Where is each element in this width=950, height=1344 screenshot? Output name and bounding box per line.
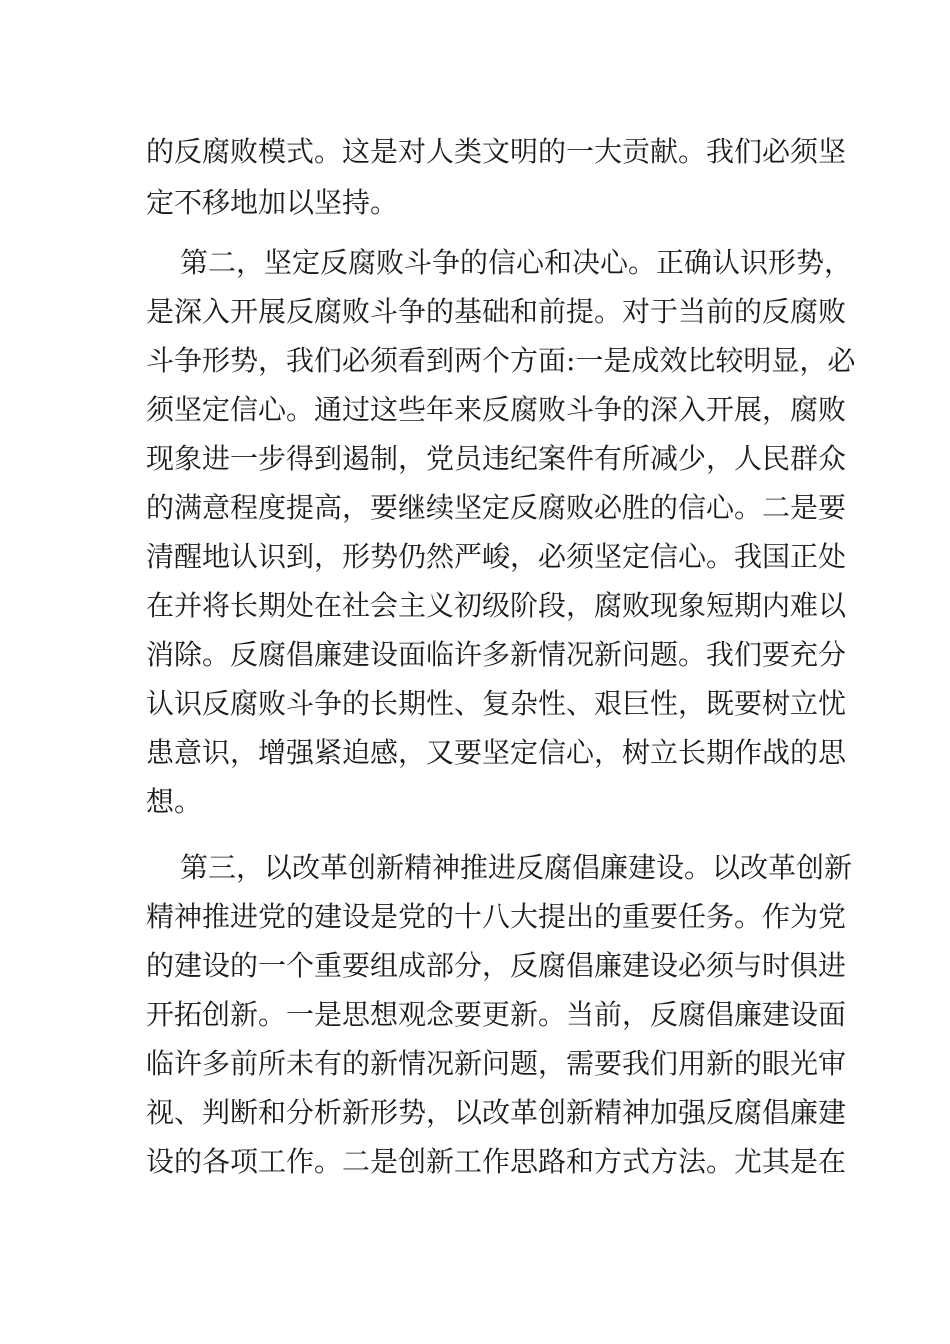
- text-line: 想。: [146, 785, 203, 818]
- text-line: 第二，坚定反腐败斗争的信心和决心。正确认识形势，: [180, 246, 853, 279]
- text-line: 在并将长期处在社会主义初级阶段，腐败现象短期内难以: [146, 589, 847, 622]
- text-line: 的反腐败模式。这是对人类文明的一大贡献。我们必须坚: [146, 135, 847, 168]
- text-line: 现象进一步得到遏制，党员违纪案件有所减少，人民群众: [146, 442, 847, 475]
- text-line: 认识反腐败斗争的长期性、复杂性、艰巨性，既要树立忧: [146, 687, 847, 720]
- text-line: 的满意程度提高，要继续坚定反腐败必胜的信心。二是要: [146, 491, 847, 524]
- text-line: 清醒地认识到，形势仍然严峻，必须坚定信心。我国正处: [146, 540, 847, 573]
- text-line: 设的各项工作。二是创新工作思路和方式方法。尤其是在: [146, 1145, 847, 1178]
- text-line: 斗争形势，我们必须看到两个方面:一是成效比较明显，必: [146, 344, 856, 377]
- text-line: 第三，以改革创新精神推进反腐倡廉建设。以改革创新: [180, 851, 853, 884]
- text-line: 的建设的一个重要组成部分，反腐倡廉建设必须与时俱进: [146, 949, 847, 982]
- text-line: 患意识，增强紧迫感，又要坚定信心，树立长期作战的思: [146, 736, 847, 769]
- text-line: 精神推进党的建设是党的十八大提出的重要任务。作为党: [146, 900, 847, 933]
- text-line: 开拓创新。一是思想观念要更新。当前，反腐倡廉建设面: [146, 998, 847, 1031]
- text-line: 临许多前所未有的新情况新问题，需要我们用新的眼光审: [146, 1047, 847, 1080]
- text-line: 定不移地加以坚持。: [146, 186, 399, 219]
- text-line: 视、判断和分析新形势，以改革创新精神加强反腐倡廉建: [146, 1096, 847, 1129]
- text-line: 须坚定信心。通过这些年来反腐败斗争的深入开展，腐败: [146, 393, 847, 426]
- text-line: 消除。反腐倡廉建设面临许多新情况新问题。我们要充分: [146, 638, 847, 671]
- text-line: 是深入开展反腐败斗争的基础和前提。对于当前的反腐败: [146, 295, 847, 328]
